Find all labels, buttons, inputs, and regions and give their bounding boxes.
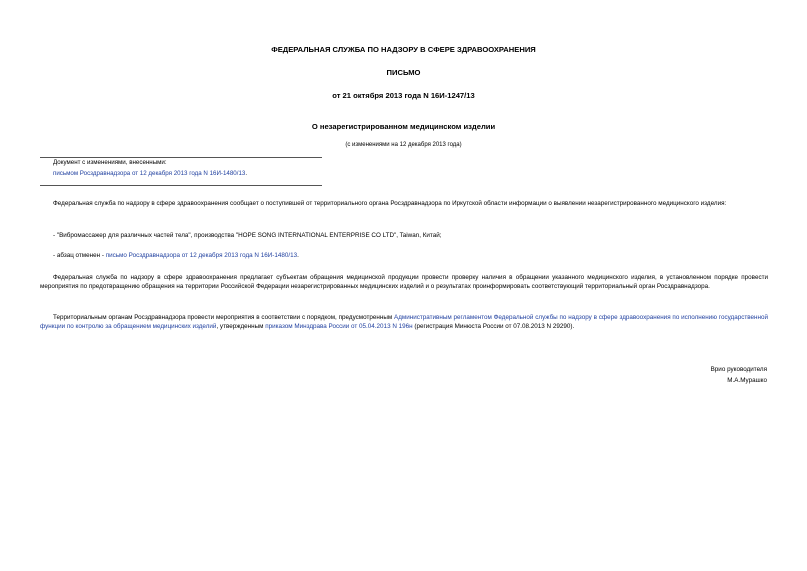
signatory-name: М.А.Мурашко xyxy=(727,377,767,384)
agency-title: ФЕДЕРАЛЬНАЯ СЛУЖБА ПО НАДЗОРУ В СФЕРЕ ЗДРАВООХРАНЕНИЯ xyxy=(271,45,536,54)
cancelled-prefix: - абзац отменен - xyxy=(53,252,106,259)
amendments-bottom-divider xyxy=(40,185,322,186)
cancellation-letter-link[interactable]: письмо Росздравнадзора от 12 декабря 2013 года N 16И-1480/13 xyxy=(105,252,298,259)
signatory-position: Врио руководителя xyxy=(710,366,767,373)
paragraph-proposal: Федеральная служба по надзору в сфере здравоохранения предлагает субъектам обращения медицинской продукции провести проверку наличия в обращении указанного медицинского изделия, в установленном порядке провести мероприятия по предотвращению обращения на территории Российской Федерации незарегистрированных медицинских изделий и о результатах проинформировать соответствующий территориальный орган Росздравнадзора. xyxy=(40,274,768,291)
paragraph-instructions xyxy=(40,313,768,331)
order-link[interactable]: приказом Минздрава России от 05.04.2013 N 196н xyxy=(265,323,413,331)
amendments-line xyxy=(53,170,247,179)
amendment-link-period: . xyxy=(245,170,248,177)
changes-note: (с изменениями на 12 декабря 2013 года) xyxy=(345,142,462,148)
amendment-letter-link[interactable]: письмом Росздравнадзора от 12 декабря 2013 года N 16И-1480/13 xyxy=(53,170,246,177)
document-type: ПИСЬМО xyxy=(386,68,421,77)
admin-regulation-link[interactable]: Административным регламентом Федеральной службы по надзору в сфере здравоохранения по исполнению государственной функции по контролю за обращением медицинских изделий xyxy=(40,314,769,331)
amendments-top-divider xyxy=(40,157,322,158)
instructions-text-3: (регистрация Минюста России от 07.08.2013 N 29290). xyxy=(412,323,575,331)
instructions-text-2: , утвержденным xyxy=(216,323,266,331)
cancelled-suffix: . xyxy=(297,252,299,259)
device-list-item: - "Вибромассажер для различных частей тела", производства "HOPE SONG INTERNATIONAL ENTERPRISE CO LTD", Taiwan, Китай; xyxy=(53,232,442,239)
document-date-number: от 21 октября 2013 года N 16И-1247/13 xyxy=(332,91,475,100)
paragraph-notification: Федеральная служба по надзору в сфере здравоохранения сообщает о поступившей от территориального органа Росздравнадзора по Иркутской области информации о выявлении незарегистрированного медицинского изделия: xyxy=(53,200,727,207)
instructions-text-1: Территориальным органам Росздравнадзора провести мероприятия в соответствии с порядком, предусмотренным xyxy=(53,314,395,321)
cancelled-paragraph-item xyxy=(53,251,299,260)
document-subject: О незарегистрированном медицинском изделии xyxy=(311,122,496,131)
amendments-label: Документ с изменениями, внесенными: xyxy=(53,159,167,166)
